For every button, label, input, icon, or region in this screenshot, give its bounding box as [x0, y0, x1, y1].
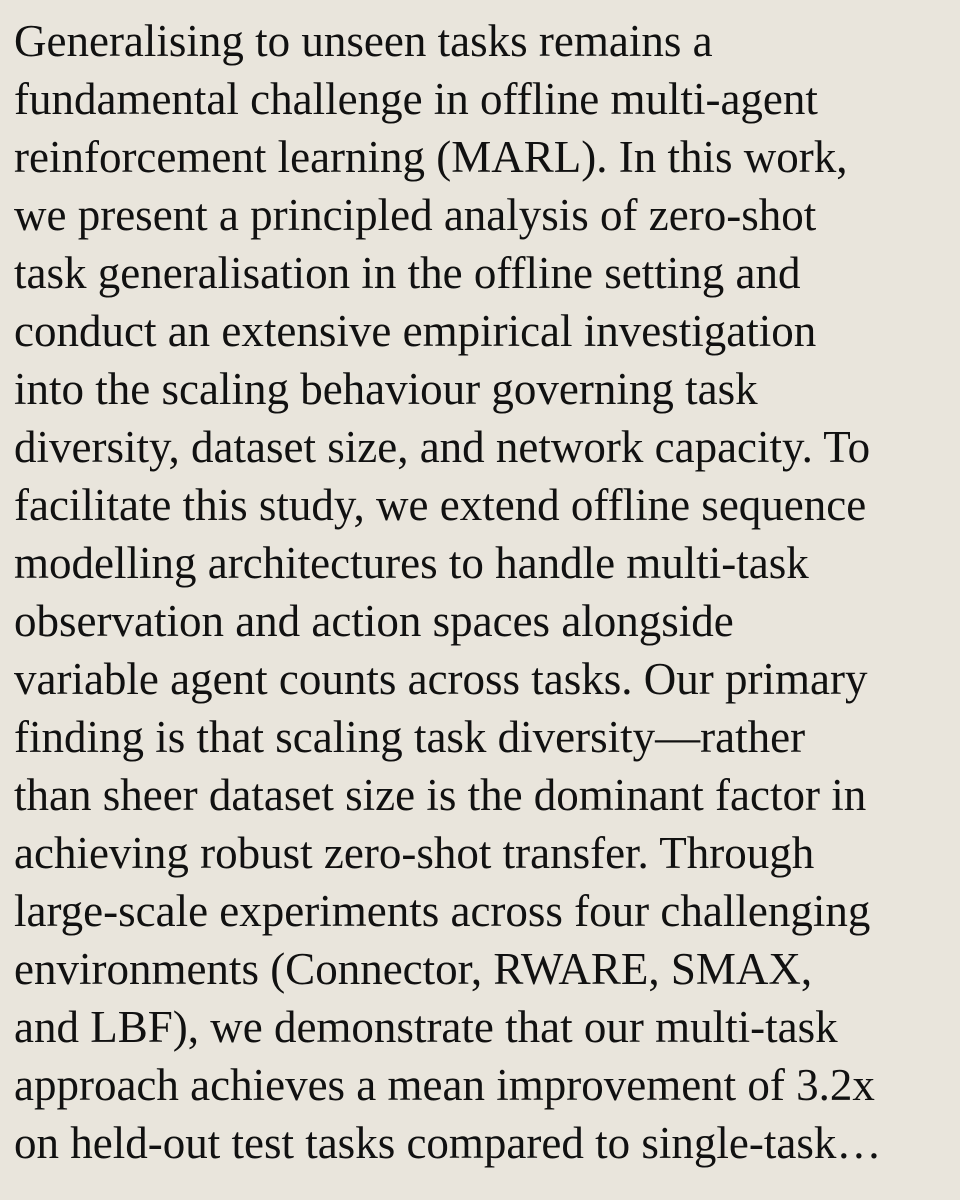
abstract-text	[14, 12, 960, 1172]
text-line: modelling architectures to handle multi-task	[14, 538, 809, 588]
text-line: we present a principled analysis of zero-shot	[14, 190, 817, 240]
text-line: large-scale experiments across four challenging	[14, 886, 871, 936]
text-line: environments (Connector, RWARE, SMAX,	[14, 944, 813, 994]
text-line: achieving robust zero-shot transfer. Through	[14, 828, 815, 878]
text-line: variable agent counts across tasks. Our primary	[14, 654, 868, 704]
text-line: approach achieves a mean improvement of 3.2x	[14, 1060, 875, 1110]
text-line: fundamental challenge in offline multi-agent	[14, 74, 818, 124]
text-line: Generalising to unseen tasks remains a	[14, 16, 713, 66]
text-line: on held-out test tasks compared to single-task…	[14, 1118, 882, 1168]
text-line: reinforcement learning (MARL). In this work,	[14, 132, 848, 182]
text-line: finding is that scaling task diversity—rather	[14, 712, 806, 762]
text-line: diversity, dataset size, and network capacity. To	[14, 422, 871, 472]
text-line: conduct an extensive empirical investigation	[14, 306, 817, 356]
text-line: and LBF), we demonstrate that our multi-task	[14, 1002, 838, 1052]
text-line: task generalisation in the offline setting and	[14, 248, 801, 298]
text-line: than sheer dataset size is the dominant factor in	[14, 770, 867, 820]
text-line: observation and action spaces alongside	[14, 596, 734, 646]
text-line: into the scaling behaviour governing task	[14, 364, 758, 414]
text-line: facilitate this study, we extend offline sequence	[14, 480, 867, 530]
